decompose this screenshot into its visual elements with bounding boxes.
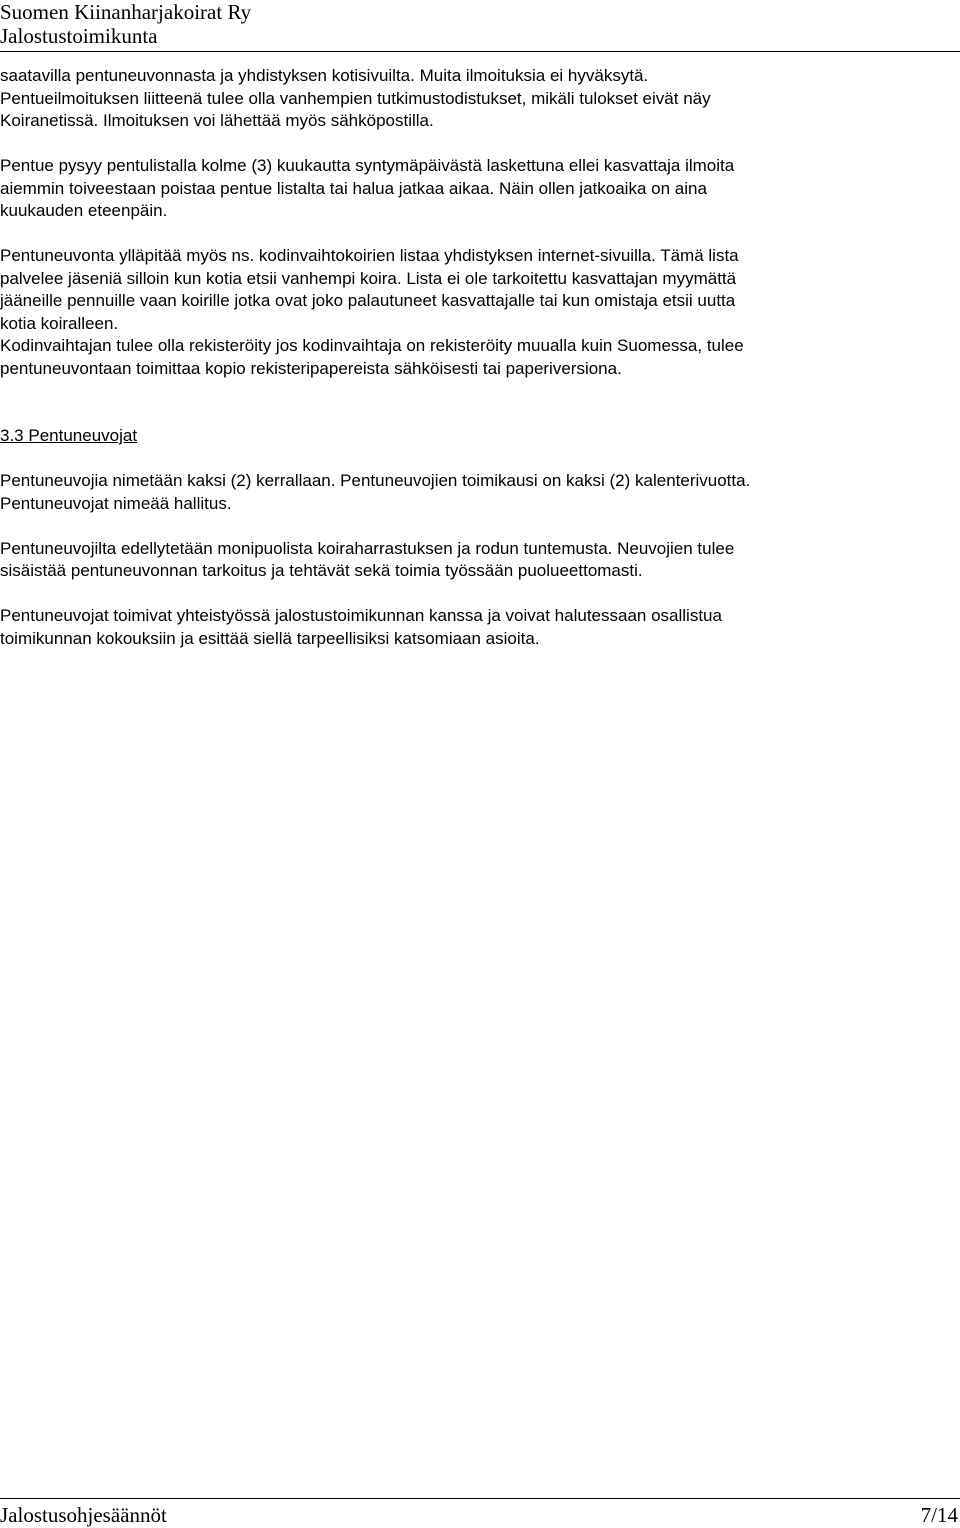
text-line: pentuneuvontaan toimittaa kopio rekisteripapereista sähköisesti tai paperiversiona. [0,358,622,378]
text-line: jääneille pennuille vaan koirille jotka ovat joko palautuneet kasvattajalle tai kun omistaja etsii uutta [0,291,736,310]
paragraph-gap [0,380,958,403]
paragraph-gap [0,515,958,538]
header-organization: Suomen Kiinanharjakoirat Ry [0,0,252,24]
text-line: kotia koiralleen. [0,313,119,333]
text-line: Koiranetissä. Ilmoituksen voi lähettää myös sähköpostilla. [0,111,434,130]
paragraph-yhteistyo [0,605,958,650]
header-divider [0,51,960,52]
paragraph-vaatimukset [0,538,958,583]
document-body [0,65,958,650]
text-line: Pentue pysyy pentulistalla kolme (3) kuukautta syntymäpäivästä laskettuna ellei kasvattaja ilmoita [0,156,735,175]
text-line: Pentueilmoituksen liitteenä tulee olla vanhempien tutkimustodistukset, mikäli tulokset eivät näy [0,88,711,108]
text-line: Pentuneuvonta ylläpitää myös ns. kodinvaihtokoirien listaa yhdistyksen internet-sivuilla. Tämä lista [0,246,739,265]
text-line: toimikunnan kokouksiin ja esittää siellä tarpeellisiksi katsomiaan asioita. [0,628,540,648]
text-line: Kodinvaihtajan tulee olla rekisteröity jos kodinvaihtaja on rekisteröity muualla kuin Suomessa, tulee [0,336,744,355]
page-header [0,0,960,52]
paragraph-kodinvaihtokoirat [0,245,958,380]
paragraph-gap [0,448,958,471]
paragraph-pentueilmoitus [0,65,958,133]
text-line: Pentuneuvojat toimivat yhteistyössä jalostustoimikunnan kanssa ja voivat halutessaan osallistua [0,606,722,625]
footer-document-title: Jalostusohjesäännöt [0,1503,167,1527]
text-line: kuukauden eteenpäin. [0,201,168,220]
paragraph-gap [0,583,958,606]
text-line: Pentuneuvojilta edellytetään monipuolista koiraharrastuksen ja rodun tuntemusta. Neuvojien tulee [0,538,735,558]
paragraph-gap [0,133,958,156]
text-line: aiemmin toiveestaan poistaa pentue listalta tai halua jatkaa aikaa. Näin ollen jatkoaika on aina [0,178,707,198]
text-line: Pentuneuvojat nimeää hallitus. [0,493,232,513]
paragraph-gap [0,403,958,426]
footer-page-number: 7/14 [920,1503,958,1527]
text-line: sisäistää pentuneuvonnan tarkoitus ja tehtävät sekä toimia työssään puolueettomasti. [0,561,643,580]
text-line: palvelee jäseniä silloin kun kotia etsii vanhempi koira. Lista ei ole tarkoitettu kasvattajan myymättä [0,268,737,288]
section-heading: 3.3 Pentuneuvojat [0,426,138,445]
paragraph-gap [0,223,958,246]
page-footer [0,1498,958,1528]
text-line: Pentuneuvojia nimetään kaksi (2) kerrallaan. Pentuneuvojien toimikausi on kaksi (2) kalenterivuotta. [0,471,751,490]
paragraph-pentulista [0,155,958,223]
paragraph-nimeaminen [0,470,958,515]
text-line: saatavilla pentuneuvonnasta ja yhdistyksen kotisivuilta. Muita ilmoituksia ei hyväksytä. [0,66,649,85]
footer-divider [0,1498,960,1499]
header-committee: Jalostustoimikunta [0,24,158,48]
